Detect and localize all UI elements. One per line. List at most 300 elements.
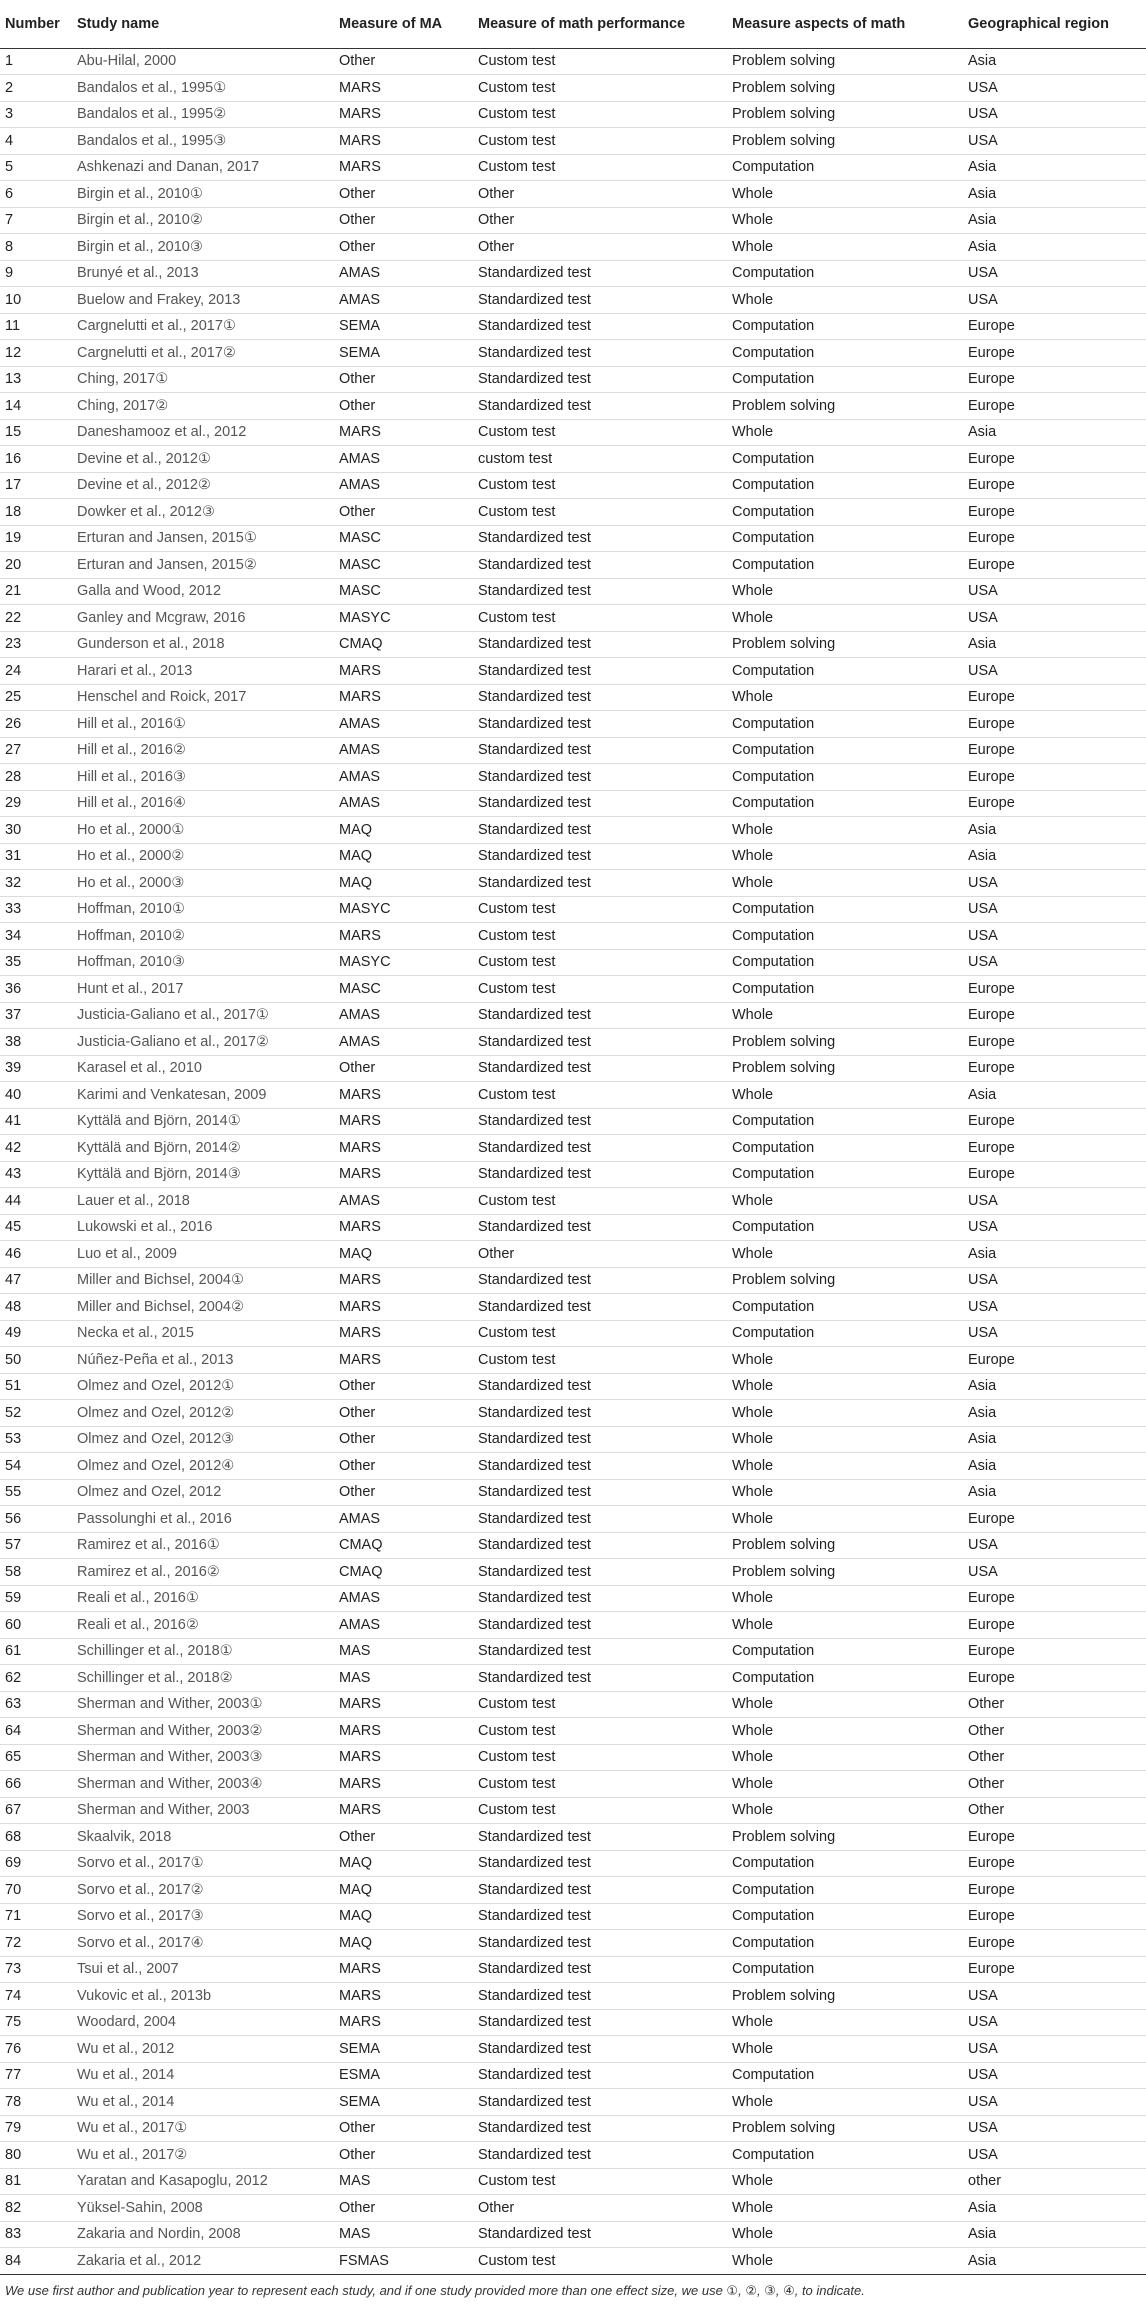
cell-study-name: Karasel et al., 2010 — [72, 1055, 334, 1082]
cell-math-performance: Standardized test — [473, 366, 727, 393]
cell-study-name: Olmez and Ozel, 2012④ — [72, 1453, 334, 1480]
cell-measure-of-ma: MARS — [334, 1744, 473, 1771]
cell-math-performance: Standardized test — [473, 1453, 727, 1480]
cell-study-name: Sorvo et al., 2017④ — [72, 1930, 334, 1957]
table-row — [0, 419, 1146, 446]
cell-math-performance: Custom test — [473, 1744, 727, 1771]
cell-region: Asia — [963, 234, 1146, 261]
cell-region: USA — [963, 128, 1146, 155]
table-header — [0, 0, 1146, 48]
cell-study-name: Sherman and Wither, 2003② — [72, 1718, 334, 1745]
cell-math-aspects: Computation — [727, 1294, 963, 1321]
cell-measure-of-ma: MARS — [334, 2009, 473, 2036]
cell-math-performance: Custom test — [473, 1188, 727, 1215]
table-row — [0, 1294, 1146, 1321]
table-row — [0, 843, 1146, 870]
table-row — [0, 340, 1146, 367]
cell-math-performance: Standardized test — [473, 2089, 727, 2116]
cell-number: 48 — [0, 1294, 72, 1321]
cell-number: 45 — [0, 1214, 72, 1241]
cell-number: 49 — [0, 1320, 72, 1347]
cell-region: Asia — [963, 48, 1146, 75]
cell-math-performance: Standardized test — [473, 1400, 727, 1427]
cell-measure-of-ma: MARS — [334, 923, 473, 950]
cell-study-name: Ganley and Mcgraw, 2016 — [72, 605, 334, 632]
cell-math-aspects: Whole — [727, 870, 963, 897]
cell-math-performance: Standardized test — [473, 1903, 727, 1930]
cell-measure-of-ma: AMAS — [334, 1585, 473, 1612]
cell-region: USA — [963, 2062, 1146, 2089]
cell-measure-of-ma: FSMAS — [334, 2248, 473, 2275]
cell-math-performance: Standardized test — [473, 287, 727, 314]
cell-math-aspects: Computation — [727, 340, 963, 367]
cell-math-performance: Standardized test — [473, 1532, 727, 1559]
cell-number: 4 — [0, 128, 72, 155]
cell-math-aspects: Whole — [727, 1188, 963, 1215]
cell-math-performance: Standardized test — [473, 1002, 727, 1029]
cell-math-performance: custom test — [473, 446, 727, 473]
cell-math-aspects: Whole — [727, 1479, 963, 1506]
cell-region: Asia — [963, 181, 1146, 208]
cell-region: Europe — [963, 1638, 1146, 1665]
cell-measure-of-ma: MAQ — [334, 817, 473, 844]
table-row — [0, 2195, 1146, 2222]
cell-study-name: Erturan and Jansen, 2015② — [72, 552, 334, 579]
table-row — [0, 2142, 1146, 2169]
cell-math-aspects: Whole — [727, 684, 963, 711]
table-row — [0, 1479, 1146, 1506]
cell-math-aspects: Computation — [727, 552, 963, 579]
cell-study-name: Reali et al., 2016② — [72, 1612, 334, 1639]
cell-study-name: Sherman and Wither, 2003④ — [72, 1771, 334, 1798]
cell-number: 56 — [0, 1506, 72, 1533]
cell-math-performance: Standardized test — [473, 1426, 727, 1453]
table-row — [0, 393, 1146, 420]
cell-measure-of-ma: ESMA — [334, 2062, 473, 2089]
cell-study-name: Justicia-Galiano et al., 2017① — [72, 1002, 334, 1029]
table-row — [0, 1718, 1146, 1745]
header-measure-aspects-of-math: Measure aspects of math — [727, 0, 963, 48]
table-row — [0, 552, 1146, 579]
cell-math-aspects: Computation — [727, 737, 963, 764]
cell-math-aspects: Whole — [727, 2168, 963, 2195]
cell-region: USA — [963, 870, 1146, 897]
cell-math-performance: Standardized test — [473, 1267, 727, 1294]
cell-number: 58 — [0, 1559, 72, 1586]
cell-region: USA — [963, 1559, 1146, 1586]
table-row — [0, 2089, 1146, 2116]
cell-study-name: Sorvo et al., 2017③ — [72, 1903, 334, 1930]
cell-number: 65 — [0, 1744, 72, 1771]
table-row — [0, 790, 1146, 817]
cell-region: USA — [963, 658, 1146, 685]
cell-number: 1 — [0, 48, 72, 75]
cell-number: 21 — [0, 578, 72, 605]
cell-number: 43 — [0, 1161, 72, 1188]
table-row — [0, 1903, 1146, 1930]
cell-region: Europe — [963, 764, 1146, 791]
cell-region: Asia — [963, 1241, 1146, 1268]
cell-number: 84 — [0, 2248, 72, 2275]
cell-study-name: Gunderson et al., 2018 — [72, 631, 334, 658]
header-geographical-region: Geographical region — [963, 0, 1146, 48]
cell-number: 12 — [0, 340, 72, 367]
cell-math-performance: Custom test — [473, 1320, 727, 1347]
cell-region: USA — [963, 1188, 1146, 1215]
table-row — [0, 1241, 1146, 1268]
cell-number: 59 — [0, 1585, 72, 1612]
cell-measure-of-ma: MAS — [334, 2221, 473, 2248]
cell-math-performance: Custom test — [473, 1691, 727, 1718]
cell-math-performance: Standardized test — [473, 340, 727, 367]
cell-measure-of-ma: MARS — [334, 75, 473, 102]
table-row — [0, 1665, 1146, 1692]
cell-number: 67 — [0, 1797, 72, 1824]
table-row — [0, 366, 1146, 393]
table-row — [0, 1267, 1146, 1294]
cell-math-performance: Standardized test — [473, 737, 727, 764]
cell-number: 74 — [0, 1983, 72, 2010]
cell-math-performance: Standardized test — [473, 1612, 727, 1639]
table-row — [0, 1082, 1146, 1109]
cell-math-aspects: Computation — [727, 1161, 963, 1188]
cell-region: USA — [963, 1294, 1146, 1321]
cell-math-aspects: Computation — [727, 446, 963, 473]
cell-measure-of-ma: AMAS — [334, 1029, 473, 1056]
cell-math-performance: Standardized test — [473, 2115, 727, 2142]
cell-math-aspects: Whole — [727, 2009, 963, 2036]
cell-number: 72 — [0, 1930, 72, 1957]
cell-math-performance: Custom test — [473, 75, 727, 102]
cell-measure-of-ma: AMAS — [334, 287, 473, 314]
table-row — [0, 2248, 1146, 2275]
cell-study-name: Miller and Bichsel, 2004② — [72, 1294, 334, 1321]
table-row — [0, 1532, 1146, 1559]
table-row — [0, 1400, 1146, 1427]
cell-study-name: Justicia-Galiano et al., 2017② — [72, 1029, 334, 1056]
cell-number: 30 — [0, 817, 72, 844]
table-body — [0, 48, 1146, 2274]
cell-study-name: Reali et al., 2016① — [72, 1585, 334, 1612]
cell-number: 13 — [0, 366, 72, 393]
cell-math-aspects: Whole — [727, 1400, 963, 1427]
table-row — [0, 128, 1146, 155]
cell-study-name: Daneshamooz et al., 2012 — [72, 419, 334, 446]
cell-region: Europe — [963, 1585, 1146, 1612]
table-row — [0, 2168, 1146, 2195]
cell-study-name: Miller and Bichsel, 2004① — [72, 1267, 334, 1294]
cell-measure-of-ma: MARS — [334, 1214, 473, 1241]
cell-math-aspects: Whole — [727, 1744, 963, 1771]
cell-math-aspects: Problem solving — [727, 1983, 963, 2010]
cell-study-name: Sherman and Wither, 2003① — [72, 1691, 334, 1718]
cell-math-aspects: Problem solving — [727, 631, 963, 658]
cell-region: Europe — [963, 790, 1146, 817]
cell-measure-of-ma: MASYC — [334, 949, 473, 976]
cell-region: Asia — [963, 1400, 1146, 1427]
cell-measure-of-ma: MARS — [334, 658, 473, 685]
table-row — [0, 260, 1146, 287]
cell-region: Asia — [963, 1373, 1146, 1400]
cell-region: Asia — [963, 843, 1146, 870]
cell-number: 40 — [0, 1082, 72, 1109]
table-row — [0, 1797, 1146, 1824]
cell-math-performance: Standardized test — [473, 1638, 727, 1665]
table-row — [0, 684, 1146, 711]
cell-math-aspects: Computation — [727, 658, 963, 685]
cell-region: Asia — [963, 1426, 1146, 1453]
cell-number: 39 — [0, 1055, 72, 1082]
cell-math-aspects: Computation — [727, 1135, 963, 1162]
cell-region: Europe — [963, 525, 1146, 552]
cell-measure-of-ma: MAQ — [334, 1241, 473, 1268]
cell-math-performance: Custom test — [473, 923, 727, 950]
cell-measure-of-ma: Other — [334, 1055, 473, 1082]
cell-math-aspects: Problem solving — [727, 2115, 963, 2142]
table-row — [0, 1691, 1146, 1718]
table-row — [0, 2115, 1146, 2142]
cell-measure-of-ma: Other — [334, 2115, 473, 2142]
table-row — [0, 711, 1146, 738]
cell-region: Asia — [963, 1082, 1146, 1109]
cell-region: Asia — [963, 1479, 1146, 1506]
cell-region: Europe — [963, 1002, 1146, 1029]
cell-number: 60 — [0, 1612, 72, 1639]
cell-math-performance: Standardized test — [473, 1029, 727, 1056]
cell-study-name: Yüksel-Sahin, 2008 — [72, 2195, 334, 2222]
cell-math-aspects: Whole — [727, 1426, 963, 1453]
cell-study-name: Sorvo et al., 2017① — [72, 1850, 334, 1877]
cell-study-name: Sherman and Wither, 2003③ — [72, 1744, 334, 1771]
cell-number: 78 — [0, 2089, 72, 2116]
cell-number: 17 — [0, 472, 72, 499]
cell-measure-of-ma: MARS — [334, 1691, 473, 1718]
cell-measure-of-ma: Other — [334, 499, 473, 526]
cell-study-name: Ho et al., 2000② — [72, 843, 334, 870]
cell-measure-of-ma: AMAS — [334, 1612, 473, 1639]
cell-measure-of-ma: MAS — [334, 2168, 473, 2195]
cell-math-aspects: Computation — [727, 2142, 963, 2169]
header-number: Number — [0, 0, 72, 48]
cell-measure-of-ma: MASYC — [334, 605, 473, 632]
cell-math-performance: Standardized test — [473, 2009, 727, 2036]
table-row — [0, 2036, 1146, 2063]
cell-math-performance: Standardized test — [473, 260, 727, 287]
cell-measure-of-ma: MASC — [334, 976, 473, 1003]
cell-number: 6 — [0, 181, 72, 208]
cell-region: Europe — [963, 1665, 1146, 1692]
cell-number: 46 — [0, 1241, 72, 1268]
table-row — [0, 1161, 1146, 1188]
cell-math-performance: Other — [473, 181, 727, 208]
cell-region: Asia — [963, 631, 1146, 658]
cell-region: Asia — [963, 1453, 1146, 1480]
cell-measure-of-ma: SEMA — [334, 340, 473, 367]
cell-measure-of-ma: MASC — [334, 525, 473, 552]
header-measure-of-ma: Measure of MA — [334, 0, 473, 48]
cell-math-performance: Standardized test — [473, 1665, 727, 1692]
cell-region: USA — [963, 2089, 1146, 2116]
cell-number: 25 — [0, 684, 72, 711]
cell-measure-of-ma: SEMA — [334, 313, 473, 340]
cell-math-performance: Custom test — [473, 472, 727, 499]
cell-region: Europe — [963, 366, 1146, 393]
cell-math-aspects: Computation — [727, 1903, 963, 1930]
cell-measure-of-ma: Other — [334, 2142, 473, 2169]
cell-measure-of-ma: AMAS — [334, 1002, 473, 1029]
cell-study-name: Olmez and Ozel, 2012① — [72, 1373, 334, 1400]
cell-measure-of-ma: AMAS — [334, 764, 473, 791]
cell-math-performance: Custom test — [473, 154, 727, 181]
cell-measure-of-ma: MAQ — [334, 1850, 473, 1877]
cell-math-aspects: Whole — [727, 1691, 963, 1718]
cell-math-aspects: Computation — [727, 1956, 963, 1983]
cell-number: 61 — [0, 1638, 72, 1665]
cell-number: 55 — [0, 1479, 72, 1506]
cell-measure-of-ma: Other — [334, 234, 473, 261]
cell-region: Asia — [963, 2248, 1146, 2275]
cell-number: 10 — [0, 287, 72, 314]
cell-region: USA — [963, 1983, 1146, 2010]
cell-math-performance: Custom test — [473, 1718, 727, 1745]
header-study-name: Study name — [72, 0, 334, 48]
cell-math-performance: Standardized test — [473, 1956, 727, 1983]
cell-measure-of-ma: SEMA — [334, 2036, 473, 2063]
cell-number: 79 — [0, 2115, 72, 2142]
cell-study-name: Birgin et al., 2010② — [72, 207, 334, 234]
cell-math-performance: Standardized test — [473, 2221, 727, 2248]
cell-study-name: Hill et al., 2016③ — [72, 764, 334, 791]
cell-study-name: Lauer et al., 2018 — [72, 1188, 334, 1215]
cell-number: 8 — [0, 234, 72, 261]
table-row — [0, 48, 1146, 75]
cell-region: Europe — [963, 313, 1146, 340]
cell-math-aspects: Computation — [727, 366, 963, 393]
cell-number: 14 — [0, 393, 72, 420]
cell-number: 38 — [0, 1029, 72, 1056]
cell-region: Europe — [963, 393, 1146, 420]
cell-math-performance: Standardized test — [473, 631, 727, 658]
header-row — [0, 0, 1146, 48]
cell-math-performance: Standardized test — [473, 711, 727, 738]
cell-math-aspects: Whole — [727, 1453, 963, 1480]
cell-study-name: Wu et al., 2014 — [72, 2062, 334, 2089]
cell-study-name: Sherman and Wither, 2003 — [72, 1797, 334, 1824]
cell-number: 75 — [0, 2009, 72, 2036]
cell-study-name: Hoffman, 2010③ — [72, 949, 334, 976]
cell-math-performance: Other — [473, 207, 727, 234]
cell-measure-of-ma: MARS — [334, 1718, 473, 1745]
cell-number: 5 — [0, 154, 72, 181]
cell-region: Other — [963, 1744, 1146, 1771]
cell-measure-of-ma: Other — [334, 1479, 473, 1506]
table-row — [0, 605, 1146, 632]
cell-measure-of-ma: MARS — [334, 1956, 473, 1983]
cell-measure-of-ma: MARS — [334, 101, 473, 128]
table-row — [0, 181, 1146, 208]
cell-study-name: Hoffman, 2010① — [72, 896, 334, 923]
table-row — [0, 631, 1146, 658]
cell-measure-of-ma: Other — [334, 1824, 473, 1851]
cell-math-aspects: Computation — [727, 976, 963, 1003]
cell-math-performance: Standardized test — [473, 552, 727, 579]
cell-math-aspects: Whole — [727, 1585, 963, 1612]
cell-region: Europe — [963, 1956, 1146, 1983]
cell-math-aspects: Computation — [727, 313, 963, 340]
cell-study-name: Hunt et al., 2017 — [72, 976, 334, 1003]
cell-number: 33 — [0, 896, 72, 923]
cell-measure-of-ma: AMAS — [334, 711, 473, 738]
cell-study-name: Olmez and Ozel, 2012② — [72, 1400, 334, 1427]
table-row — [0, 817, 1146, 844]
table-row — [0, 75, 1146, 102]
cell-measure-of-ma: MASC — [334, 578, 473, 605]
table-row — [0, 1506, 1146, 1533]
cell-number: 51 — [0, 1373, 72, 1400]
cell-measure-of-ma: MARS — [334, 1135, 473, 1162]
cell-math-aspects: Whole — [727, 1002, 963, 1029]
cell-math-performance: Standardized test — [473, 525, 727, 552]
table-row — [0, 1453, 1146, 1480]
cell-math-aspects: Whole — [727, 2036, 963, 2063]
cell-study-name: Yaratan and Kasapoglu, 2012 — [72, 2168, 334, 2195]
cell-measure-of-ma: AMAS — [334, 1188, 473, 1215]
cell-number: 37 — [0, 1002, 72, 1029]
cell-number: 44 — [0, 1188, 72, 1215]
cell-number: 70 — [0, 1877, 72, 1904]
cell-number: 71 — [0, 1903, 72, 1930]
table-row — [0, 234, 1146, 261]
cell-math-performance: Standardized test — [473, 1108, 727, 1135]
cell-study-name: Galla and Wood, 2012 — [72, 578, 334, 605]
cell-math-performance: Custom test — [473, 1797, 727, 1824]
cell-region: USA — [963, 2009, 1146, 2036]
cell-number: 62 — [0, 1665, 72, 1692]
cell-number: 50 — [0, 1347, 72, 1374]
cell-region: Other — [963, 1771, 1146, 1798]
table-row — [0, 1744, 1146, 1771]
cell-region: USA — [963, 896, 1146, 923]
cell-math-performance: Standardized test — [473, 843, 727, 870]
cell-region: Europe — [963, 1903, 1146, 1930]
table-row — [0, 976, 1146, 1003]
cell-math-performance: Standardized test — [473, 313, 727, 340]
cell-math-aspects: Problem solving — [727, 1267, 963, 1294]
cell-number: 82 — [0, 2195, 72, 2222]
cell-measure-of-ma: Other — [334, 1453, 473, 1480]
cell-measure-of-ma: Other — [334, 366, 473, 393]
cell-measure-of-ma: AMAS — [334, 737, 473, 764]
cell-number: 28 — [0, 764, 72, 791]
table-row — [0, 2009, 1146, 2036]
cell-study-name: Necka et al., 2015 — [72, 1320, 334, 1347]
table-row — [0, 1850, 1146, 1877]
cell-math-aspects: Whole — [727, 234, 963, 261]
cell-math-aspects: Problem solving — [727, 48, 963, 75]
cell-number: 81 — [0, 2168, 72, 2195]
cell-math-aspects: Whole — [727, 181, 963, 208]
cell-region: Europe — [963, 737, 1146, 764]
cell-study-name: Devine et al., 2012① — [72, 446, 334, 473]
cell-measure-of-ma: MARS — [334, 1347, 473, 1374]
cell-math-aspects: Whole — [727, 817, 963, 844]
cell-study-name: Ramirez et al., 2016② — [72, 1559, 334, 1586]
cell-study-name: Hill et al., 2016② — [72, 737, 334, 764]
table-row — [0, 764, 1146, 791]
table-row — [0, 870, 1146, 897]
table-row — [0, 101, 1146, 128]
cell-study-name: Passolunghi et al., 2016 — [72, 1506, 334, 1533]
